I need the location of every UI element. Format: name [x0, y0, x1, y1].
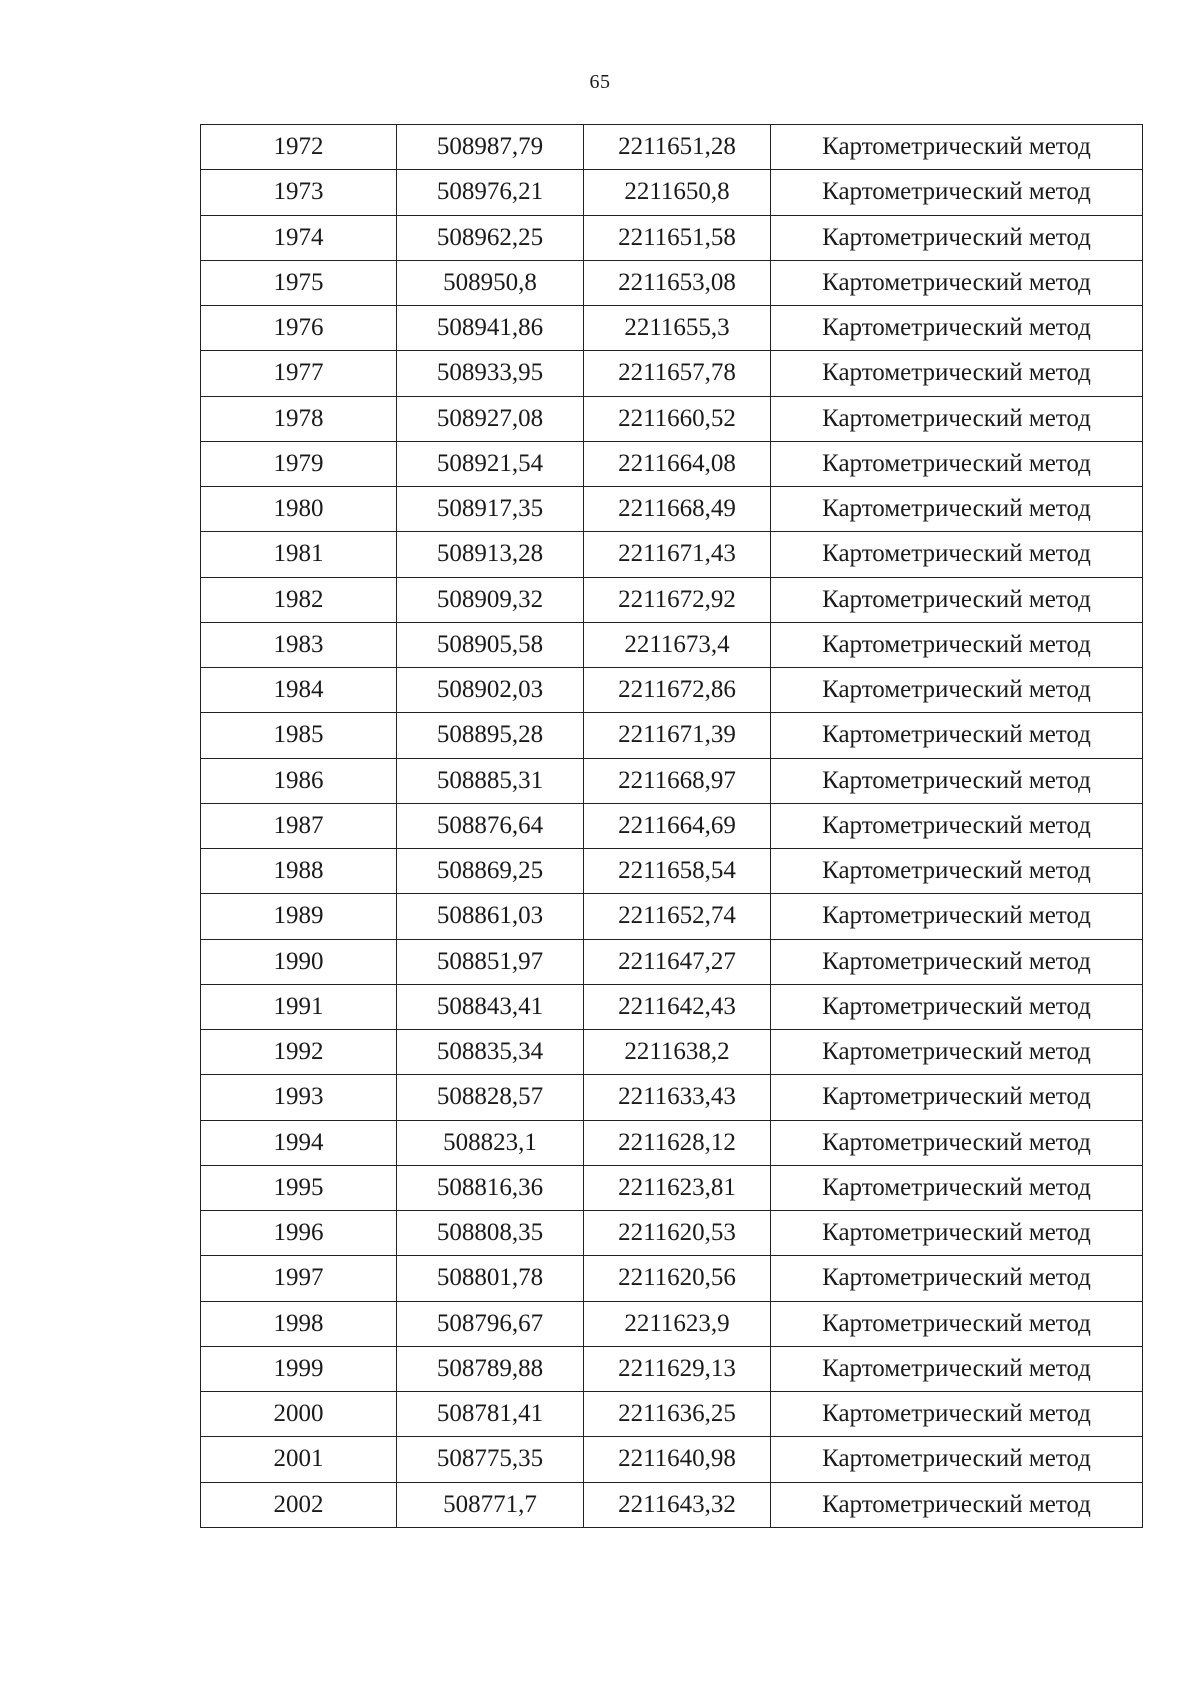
table-row	[201, 1256, 1143, 1301]
x-coordinate-cell: 508796,67	[397, 1301, 584, 1346]
table-row	[201, 1346, 1143, 1391]
table-row	[201, 532, 1143, 577]
x-coordinate-cell: 508987,79	[397, 125, 584, 170]
y-coordinate-cell: 2211671,43	[584, 532, 771, 577]
y-coordinate-cell: 2211633,43	[584, 1075, 771, 1120]
method-cell: Картометрический метод	[771, 532, 1143, 577]
x-coordinate-cell: 508976,21	[397, 170, 584, 215]
x-coordinate-cell: 508861,03	[397, 894, 584, 939]
point-number-cell: 1973	[201, 170, 397, 215]
x-coordinate-cell: 508828,57	[397, 1075, 584, 1120]
point-number-cell: 1983	[201, 622, 397, 667]
x-coordinate-cell: 508781,41	[397, 1392, 584, 1437]
table-row	[201, 1301, 1143, 1346]
table-row	[201, 1482, 1143, 1527]
x-coordinate-cell: 508869,25	[397, 849, 584, 894]
table-row	[201, 260, 1143, 305]
x-coordinate-cell: 508885,31	[397, 758, 584, 803]
method-cell: Картометрический метод	[771, 170, 1143, 215]
table-row	[201, 939, 1143, 984]
table-row	[201, 713, 1143, 758]
table-row	[201, 894, 1143, 939]
method-cell: Картометрический метод	[771, 351, 1143, 396]
coordinates-table	[200, 124, 1143, 1528]
y-coordinate-cell: 2211650,8	[584, 170, 771, 215]
table-row	[201, 1437, 1143, 1482]
table-row	[201, 306, 1143, 351]
x-coordinate-cell: 508933,95	[397, 351, 584, 396]
point-number-cell: 1996	[201, 1211, 397, 1256]
x-coordinate-cell: 508771,7	[397, 1482, 584, 1527]
method-cell: Картометрический метод	[771, 441, 1143, 486]
method-cell: Картометрический метод	[771, 215, 1143, 260]
method-cell: Картометрический метод	[771, 622, 1143, 667]
table-row	[201, 1211, 1143, 1256]
y-coordinate-cell: 2211629,13	[584, 1346, 771, 1391]
point-number-cell: 2000	[201, 1392, 397, 1437]
point-number-cell: 1990	[201, 939, 397, 984]
method-cell: Картометрический метод	[771, 1482, 1143, 1527]
y-coordinate-cell: 2211660,52	[584, 396, 771, 441]
y-coordinate-cell: 2211657,78	[584, 351, 771, 396]
table-row	[201, 441, 1143, 486]
y-coordinate-cell: 2211658,54	[584, 849, 771, 894]
table-row	[201, 396, 1143, 441]
method-cell: Картометрический метод	[771, 1437, 1143, 1482]
method-cell: Картометрический метод	[771, 1211, 1143, 1256]
x-coordinate-cell: 508962,25	[397, 215, 584, 260]
x-coordinate-cell: 508905,58	[397, 622, 584, 667]
point-number-cell: 1992	[201, 1030, 397, 1075]
point-number-cell: 1981	[201, 532, 397, 577]
y-coordinate-cell: 2211652,74	[584, 894, 771, 939]
method-cell: Картометрический метод	[771, 849, 1143, 894]
table-row	[201, 170, 1143, 215]
x-coordinate-cell: 508902,03	[397, 668, 584, 713]
page-number: 65	[589, 71, 611, 93]
y-coordinate-cell: 2211653,08	[584, 260, 771, 305]
y-coordinate-cell: 2211638,2	[584, 1030, 771, 1075]
method-cell: Картометрический метод	[771, 1346, 1143, 1391]
table-row	[201, 668, 1143, 713]
x-coordinate-cell: 508917,35	[397, 487, 584, 532]
point-number-cell: 1979	[201, 441, 397, 486]
table-row	[201, 758, 1143, 803]
y-coordinate-cell: 2211623,9	[584, 1301, 771, 1346]
y-coordinate-cell: 2211651,58	[584, 215, 771, 260]
method-cell: Картометрический метод	[771, 577, 1143, 622]
table-row	[201, 984, 1143, 1029]
y-coordinate-cell: 2211668,49	[584, 487, 771, 532]
point-number-cell: 2002	[201, 1482, 397, 1527]
method-cell: Картометрический метод	[771, 1165, 1143, 1210]
table-row	[201, 1120, 1143, 1165]
y-coordinate-cell: 2211640,98	[584, 1437, 771, 1482]
x-coordinate-cell: 508921,54	[397, 441, 584, 486]
method-cell: Картометрический метод	[771, 984, 1143, 1029]
point-number-cell: 1975	[201, 260, 397, 305]
method-cell: Картометрический метод	[771, 1075, 1143, 1120]
table-row	[201, 577, 1143, 622]
method-cell: Картометрический метод	[771, 125, 1143, 170]
point-number-cell: 1993	[201, 1075, 397, 1120]
table-row	[201, 487, 1143, 532]
point-number-cell: 1986	[201, 758, 397, 803]
method-cell: Картометрический метод	[771, 939, 1143, 984]
x-coordinate-cell: 508823,1	[397, 1120, 584, 1165]
table-row	[201, 351, 1143, 396]
method-cell: Картометрический метод	[771, 894, 1143, 939]
method-cell: Картометрический метод	[771, 1392, 1143, 1437]
x-coordinate-cell: 508801,78	[397, 1256, 584, 1301]
method-cell: Картометрический метод	[771, 713, 1143, 758]
table-row	[201, 1030, 1143, 1075]
table-row	[201, 849, 1143, 894]
point-number-cell: 1985	[201, 713, 397, 758]
point-number-cell: 1994	[201, 1120, 397, 1165]
x-coordinate-cell: 508909,32	[397, 577, 584, 622]
method-cell: Картометрический метод	[771, 260, 1143, 305]
y-coordinate-cell: 2211673,4	[584, 622, 771, 667]
y-coordinate-cell: 2211664,08	[584, 441, 771, 486]
y-coordinate-cell: 2211636,25	[584, 1392, 771, 1437]
x-coordinate-cell: 508913,28	[397, 532, 584, 577]
method-cell: Картометрический метод	[771, 668, 1143, 713]
y-coordinate-cell: 2211620,53	[584, 1211, 771, 1256]
method-cell: Картометрический метод	[771, 306, 1143, 351]
y-coordinate-cell: 2211643,32	[584, 1482, 771, 1527]
table-row	[201, 125, 1143, 170]
x-coordinate-cell: 508816,36	[397, 1165, 584, 1210]
y-coordinate-cell: 2211664,69	[584, 803, 771, 848]
table-row	[201, 803, 1143, 848]
y-coordinate-cell: 2211655,3	[584, 306, 771, 351]
y-coordinate-cell: 2211642,43	[584, 984, 771, 1029]
method-cell: Картометрический метод	[771, 758, 1143, 803]
table-body	[201, 125, 1143, 1528]
x-coordinate-cell: 508876,64	[397, 803, 584, 848]
method-cell: Картометрический метод	[771, 1120, 1143, 1165]
point-number-cell: 1997	[201, 1256, 397, 1301]
y-coordinate-cell: 2211671,39	[584, 713, 771, 758]
x-coordinate-cell: 508895,28	[397, 713, 584, 758]
x-coordinate-cell: 508950,8	[397, 260, 584, 305]
method-cell: Картометрический метод	[771, 803, 1143, 848]
x-coordinate-cell: 508789,88	[397, 1346, 584, 1391]
point-number-cell: 1987	[201, 803, 397, 848]
point-number-cell: 1977	[201, 351, 397, 396]
point-number-cell: 1978	[201, 396, 397, 441]
point-number-cell: 1982	[201, 577, 397, 622]
x-coordinate-cell: 508835,34	[397, 1030, 584, 1075]
y-coordinate-cell: 2211672,92	[584, 577, 771, 622]
table-row	[201, 1075, 1143, 1120]
y-coordinate-cell: 2211623,81	[584, 1165, 771, 1210]
x-coordinate-cell: 508808,35	[397, 1211, 584, 1256]
point-number-cell: 1991	[201, 984, 397, 1029]
y-coordinate-cell: 2211668,97	[584, 758, 771, 803]
point-number-cell: 1995	[201, 1165, 397, 1210]
method-cell: Картометрический метод	[771, 1301, 1143, 1346]
point-number-cell: 2001	[201, 1437, 397, 1482]
point-number-cell: 1974	[201, 215, 397, 260]
point-number-cell: 1980	[201, 487, 397, 532]
x-coordinate-cell: 508941,86	[397, 306, 584, 351]
method-cell: Картометрический метод	[771, 1030, 1143, 1075]
table-row	[201, 1165, 1143, 1210]
x-coordinate-cell: 508851,97	[397, 939, 584, 984]
table-row	[201, 622, 1143, 667]
x-coordinate-cell: 508927,08	[397, 396, 584, 441]
method-cell: Картометрический метод	[771, 487, 1143, 532]
x-coordinate-cell: 508843,41	[397, 984, 584, 1029]
point-number-cell: 1984	[201, 668, 397, 713]
y-coordinate-cell: 2211672,86	[584, 668, 771, 713]
method-cell: Картометрический метод	[771, 396, 1143, 441]
table-row	[201, 1392, 1143, 1437]
point-number-cell: 1972	[201, 125, 397, 170]
point-number-cell: 1999	[201, 1346, 397, 1391]
y-coordinate-cell: 2211647,27	[584, 939, 771, 984]
point-number-cell: 1976	[201, 306, 397, 351]
y-coordinate-cell: 2211628,12	[584, 1120, 771, 1165]
point-number-cell: 1988	[201, 849, 397, 894]
x-coordinate-cell: 508775,35	[397, 1437, 584, 1482]
point-number-cell: 1998	[201, 1301, 397, 1346]
y-coordinate-cell: 2211651,28	[584, 125, 771, 170]
point-number-cell: 1989	[201, 894, 397, 939]
y-coordinate-cell: 2211620,56	[584, 1256, 771, 1301]
method-cell: Картометрический метод	[771, 1256, 1143, 1301]
table-row	[201, 215, 1143, 260]
